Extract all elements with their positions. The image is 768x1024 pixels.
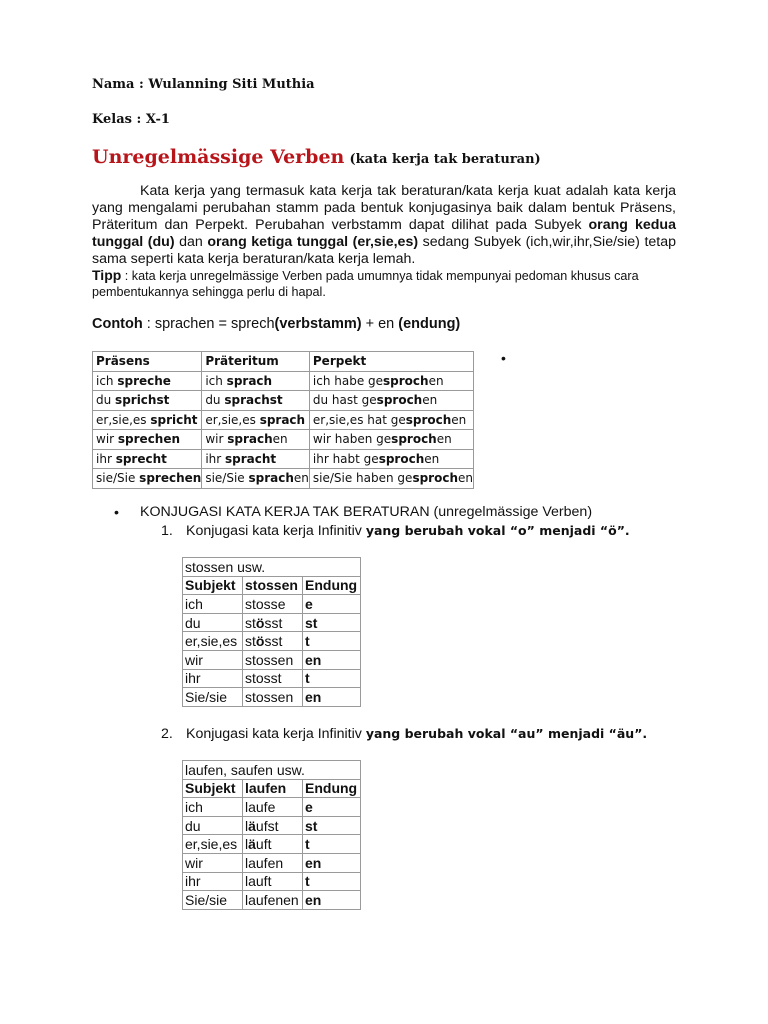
table-cell	[93, 410, 202, 430]
table-cell	[243, 891, 303, 910]
table-cell	[93, 430, 202, 450]
table-cell	[183, 650, 243, 669]
table-row	[93, 430, 474, 450]
cell-segment: ich habe ge	[312, 373, 384, 388]
cell-segment: l	[245, 817, 249, 834]
table-header-cell: Perpekt	[309, 352, 473, 372]
table-cell	[243, 595, 303, 614]
cell-segment: wir	[185, 854, 203, 871]
item2-plain: Konjugasi kata kerja Infinitiv	[186, 726, 366, 742]
table-cell	[183, 891, 243, 910]
table-cell	[309, 371, 473, 391]
table-cell	[303, 613, 361, 632]
cell-segment: Sie/sie	[185, 891, 228, 908]
table-header-row	[183, 779, 361, 798]
cell-segment: ich	[96, 373, 118, 388]
conjugation-table	[92, 351, 474, 489]
table-row	[183, 669, 361, 688]
cell-segment: spracht	[225, 451, 277, 466]
cell-segment: du	[96, 393, 116, 408]
table-cell	[183, 613, 243, 632]
cell-segment: en	[272, 432, 288, 447]
cell-segment: sprach	[226, 373, 273, 388]
cell-segment: er,sie,es	[205, 412, 260, 427]
cell-segment: e	[277, 595, 286, 612]
table-cell	[243, 650, 303, 669]
intro-text-2: dan	[174, 234, 208, 250]
table-cell	[303, 688, 361, 707]
item2-bold: yang berubah vokal “au” menjadi “äu”.	[365, 726, 648, 741]
table-header-row	[93, 352, 474, 372]
cell-segment: laufe	[245, 798, 276, 815]
table-cell	[183, 872, 243, 891]
table-cell	[202, 430, 310, 450]
cell-segment: laufenen	[245, 891, 299, 908]
table-row	[183, 688, 361, 707]
table-header-row	[183, 576, 361, 595]
cell-segment: wir haben ge	[312, 432, 392, 447]
contoh-label: Contoh	[92, 316, 143, 332]
table-cell	[183, 853, 243, 872]
cell-segment: ihr	[185, 670, 201, 687]
cell-segment: ö	[255, 614, 265, 631]
table-row	[93, 469, 474, 489]
table-cell	[243, 632, 303, 651]
stossen-table	[182, 557, 361, 707]
page-title	[92, 146, 541, 168]
table-cell	[202, 391, 310, 411]
cell-segment: l	[245, 836, 249, 853]
cell-segment: sprach	[227, 432, 273, 447]
intro-text-1: Kata kerja yang termasuk kata kerja tak beraturan/kata kerja kuat adalah kata kerja yang mengalami perubahan stamm pada bentuk konjugasinya baik dalam bentuk Präsens, Präteritum dan Perpekt. Perubahan verbstamm dapat dilihat pada Subyek	[92, 183, 676, 233]
table-cell	[309, 430, 473, 450]
cell-segment: du	[205, 393, 225, 408]
side-bullet: •	[501, 350, 506, 366]
cell-segment: ihr	[96, 451, 116, 466]
table-row	[183, 853, 361, 872]
table-cell	[183, 595, 243, 614]
cell-segment: wir	[96, 432, 118, 447]
tipp-label: Tipp	[92, 267, 122, 283]
intro-bold-2: orang ketiga tunggal (er,sie,es)	[207, 234, 419, 250]
laufen-table	[182, 760, 361, 910]
cell-segment: spricht	[150, 412, 198, 427]
section-heading-suffix: (unregelmässige Verben)	[429, 504, 593, 520]
cell-segment: en	[424, 451, 440, 466]
cell-segment: er,sie,es	[185, 836, 238, 853]
table-cell	[309, 410, 473, 430]
table-row	[183, 650, 361, 669]
cell-segment: stosst	[245, 670, 282, 687]
cell-segment: st	[245, 633, 256, 650]
cell-segment: en	[451, 412, 467, 427]
cell-segment: sproch	[391, 432, 437, 447]
table-row	[93, 391, 474, 411]
cell-segment: en	[305, 688, 322, 705]
table-cell	[243, 669, 303, 688]
cell-segment: st	[305, 614, 318, 631]
cell-segment: ö	[255, 633, 265, 650]
cell-segment: sst	[264, 614, 283, 631]
table-cell	[202, 449, 310, 469]
table-cell	[183, 632, 243, 651]
table-header-cell: Subjekt	[183, 576, 243, 595]
table-row	[93, 371, 474, 391]
cell-segment: laufen	[245, 854, 284, 871]
item1-number: 1.	[161, 523, 173, 539]
table-cell	[303, 798, 361, 817]
table-header-cell: Endung	[303, 576, 361, 595]
item1-plain: Konjugasi kata kerja Infinitiv	[186, 523, 366, 539]
table-cell	[183, 798, 243, 817]
table-cell	[309, 449, 473, 469]
table-cell	[303, 669, 361, 688]
table-row	[183, 835, 361, 854]
table-header-cell: stossen	[243, 576, 303, 595]
cell-segment: du	[185, 817, 201, 834]
cell-segment: ich	[185, 798, 203, 815]
cell-segment: Sie/sie	[185, 688, 228, 705]
table-cell	[202, 371, 310, 391]
section-heading	[140, 504, 592, 520]
table-row	[183, 891, 361, 910]
cell-segment: en	[305, 651, 322, 668]
intro-bold-1: orang kedua tunggal (du)	[92, 217, 676, 250]
cell-segment: t	[305, 670, 310, 687]
table-cell	[303, 632, 361, 651]
table-row	[93, 410, 474, 430]
table-header-cell: Endung	[303, 779, 361, 798]
cell-segment: ihr	[185, 873, 201, 890]
cell-segment: sprach	[259, 412, 306, 427]
section-bullet: •	[114, 505, 119, 521]
contoh-line	[92, 316, 460, 332]
contoh-bold-2: (endung)	[398, 316, 461, 332]
cell-segment: sie/Sie haben ge	[312, 471, 413, 486]
cell-segment: en	[293, 471, 309, 486]
cell-segment: en	[458, 471, 473, 486]
table-header-cell: Präsens	[93, 352, 202, 372]
table-cell	[93, 371, 202, 391]
title-main: Unregelmässige Verben	[92, 146, 345, 168]
cell-segment: ich	[185, 595, 203, 612]
cell-segment: wir	[205, 432, 228, 447]
cell-segment: lauft	[245, 873, 272, 890]
table-caption: stossen usw.	[183, 558, 361, 577]
cell-segment: er,sie,es	[185, 633, 238, 650]
cell-segment: en	[305, 891, 322, 908]
title-sub: (kata kerja tak beraturan)	[349, 152, 541, 167]
cell-segment: sprichst	[115, 393, 170, 408]
cell-segment: sprecht	[115, 451, 167, 466]
cell-segment: e	[305, 798, 313, 815]
table-cell	[243, 816, 303, 835]
cell-segment: en	[428, 373, 444, 388]
contoh-bold-1: (verbstamm)	[274, 316, 362, 332]
table-cell	[303, 816, 361, 835]
table-cell	[183, 688, 243, 707]
cell-segment: sproch	[405, 412, 452, 427]
item1-bold: yang berubah vokal “o” menjadi “ö”.	[365, 523, 630, 538]
cell-segment: en	[422, 393, 438, 408]
cell-segment: sprachst	[224, 393, 283, 408]
contoh-text-2: + en	[361, 316, 399, 332]
table-cell	[243, 835, 303, 854]
table-header-cell: Subjekt	[183, 779, 243, 798]
student-name: Nama : Wulanning Siti Muthia	[92, 77, 315, 92]
cell-segment: sprechen	[139, 471, 202, 486]
table-cell	[93, 391, 202, 411]
table-cell	[183, 835, 243, 854]
table-cell	[303, 872, 361, 891]
section-heading-text: KONJUGASI KATA KERJA TAK BERATURAN	[140, 504, 430, 520]
table-row	[183, 632, 361, 651]
cell-segment: sst	[264, 633, 283, 650]
table-cell	[202, 410, 310, 430]
cell-segment: sie/Sie	[96, 471, 140, 486]
table-cell	[243, 853, 303, 872]
table-cell	[243, 613, 303, 632]
tipp-text: : kata kerja unregelmässige Verben pada umumnya tidak mempunyai pedoman khusus cara pembentukannya sehingga perlu di hapal.	[92, 269, 639, 299]
table-row	[93, 449, 474, 469]
cell-segment: st	[245, 614, 256, 631]
cell-segment: stossen	[245, 651, 294, 668]
item2-number: 2.	[161, 726, 173, 742]
cell-segment: en	[436, 432, 452, 447]
table-cell	[303, 650, 361, 669]
table-header-cell: Präteritum	[202, 352, 310, 372]
cell-segment: ihr habt ge	[312, 451, 379, 466]
cell-segment: t	[305, 633, 310, 650]
cell-segment: du	[185, 614, 201, 631]
table-cell	[303, 595, 361, 614]
item2-text	[186, 726, 647, 742]
cell-segment: t	[305, 836, 310, 853]
cell-segment: en	[305, 854, 322, 871]
cell-segment: er,sie,es hat ge	[312, 412, 406, 427]
table-cell	[303, 853, 361, 872]
cell-segment: sie/Sie	[205, 471, 249, 486]
cell-segment: spreche	[117, 373, 171, 388]
cell-segment: wir	[185, 651, 203, 668]
table-cell	[309, 469, 473, 489]
table-cell	[309, 391, 473, 411]
cell-segment: ä	[248, 817, 256, 834]
cell-segment: sprach	[248, 471, 294, 486]
contoh-text-1: : sprachen = sprech	[142, 316, 275, 332]
intro-text-3: sedang Subyek (ich,wir,ihr,Sie/sie) tetap sama seperti kata kerja beraturan/kata kerja lemah.	[92, 234, 676, 267]
cell-segment: sproch	[376, 393, 423, 408]
table-caption-row	[183, 558, 361, 577]
cell-segment: st	[305, 817, 318, 834]
table-row	[183, 613, 361, 632]
table-caption: laufen, saufen usw.	[183, 761, 361, 780]
table-cell	[202, 469, 310, 489]
cell-segment: ufst	[255, 817, 279, 834]
table-cell	[243, 872, 303, 891]
table-cell	[183, 669, 243, 688]
table-cell	[243, 798, 303, 817]
cell-segment: stoss	[245, 595, 278, 612]
table-cell	[303, 835, 361, 854]
table-cell	[93, 469, 202, 489]
tipp-note	[92, 267, 692, 300]
table-row	[183, 798, 361, 817]
cell-segment: sproch	[412, 471, 458, 486]
cell-segment: t	[305, 873, 310, 890]
table-row	[183, 595, 361, 614]
table-header-cell: laufen	[243, 779, 303, 798]
cell-segment: du hast ge	[312, 393, 377, 408]
cell-segment: sproch	[383, 373, 429, 388]
table-cell	[243, 688, 303, 707]
table-row	[183, 816, 361, 835]
cell-segment: uft	[255, 836, 272, 853]
cell-segment: stossen	[245, 688, 294, 705]
cell-segment: ä	[248, 836, 256, 853]
cell-segment: e	[305, 595, 313, 612]
cell-segment: ihr	[205, 451, 225, 466]
intro-paragraph	[92, 183, 676, 268]
table-cell	[183, 816, 243, 835]
table-row	[183, 872, 361, 891]
cell-segment: ich	[205, 373, 227, 388]
table-cell	[93, 449, 202, 469]
table-caption-row	[183, 761, 361, 780]
table-cell	[303, 891, 361, 910]
cell-segment: sprechen	[117, 432, 181, 447]
cell-segment: sproch	[378, 451, 425, 466]
cell-segment: er,sie,es	[96, 412, 151, 427]
item1-text	[186, 523, 630, 539]
student-class: Kelas : X-1	[92, 112, 170, 127]
